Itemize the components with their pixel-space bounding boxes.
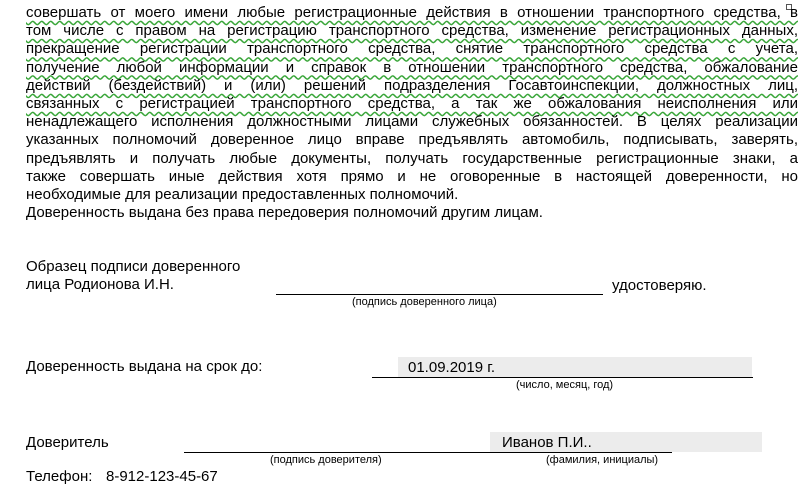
body-line-3: прекращение регистрации транспортного средства, снятие транспортного средства с учета, bbox=[26, 40, 798, 58]
principal-signature-caption: (подпись доверителя) bbox=[270, 454, 382, 466]
body-line-1: совершать от моего имени любые регистрационные действия в отношении транспортного средства, в bbox=[26, 4, 798, 21]
date-caption: (число, месяц, год) bbox=[516, 379, 614, 391]
body-line-8: указанных полномочий доверенное лицо вправе предъявлять автомобиль, подписывать, заверять, bbox=[26, 131, 798, 149]
body-line-10: также совершать иные действия хотя прямо и не оговоренные в настоящей доверенности, но bbox=[26, 167, 798, 185]
body-line-9: предъявлять и получать любые документы, получать государственные регистрационные знаки, а bbox=[26, 149, 798, 167]
phone-value: 8-912-123-45-67 bbox=[106, 468, 218, 485]
principal-name: Иванов П.И.. bbox=[502, 434, 592, 451]
body-line-2: том числе с правом на регистрацию транспортного средства, изменение регистрационных данных, bbox=[26, 22, 798, 40]
principal-label: Доверитель bbox=[26, 434, 109, 451]
term-date: 01.09.2019 г. bbox=[408, 359, 496, 376]
date-line bbox=[372, 377, 753, 378]
trustee-signature-line bbox=[276, 294, 603, 295]
phone-label: Телефон: bbox=[26, 468, 93, 485]
body-line-5: действий (бездействий) и (или) решений подразделения Госавтоинспекции, должностных лиц, bbox=[26, 76, 798, 94]
body-line-12: Доверенность выдана без права передоверия полномочий другим лицам. bbox=[26, 204, 543, 222]
body-paragraph bbox=[26, 4, 798, 222]
signature-sample-label-1: Образец подписи доверенного bbox=[26, 258, 241, 275]
principal-name-caption: (фамилия, инициалы) bbox=[546, 454, 659, 466]
signature-sample-label-2: лица Родионова И.Н. bbox=[26, 276, 174, 293]
body-line-6: связанных с регистрацией транспортного средства, а так же обжалования неисполнения или bbox=[26, 95, 798, 113]
trustee-signature-caption: (подпись доверенного лица) bbox=[352, 296, 497, 308]
body-line-7: ненадлежащего исполнения должностными лицами служебных обязанностей. В целях реализации bbox=[26, 113, 798, 131]
certify-text: удостоверяю. bbox=[612, 277, 707, 294]
body-line-11: необходимые для реализации предоставленных полномочий. bbox=[26, 186, 459, 204]
term-label: Доверенность выдана на срок до: bbox=[26, 358, 263, 375]
body-line-4: получение любой информации и справок в отношении транспортного средства, обжалование bbox=[26, 58, 798, 76]
principal-signature-line bbox=[184, 452, 672, 453]
